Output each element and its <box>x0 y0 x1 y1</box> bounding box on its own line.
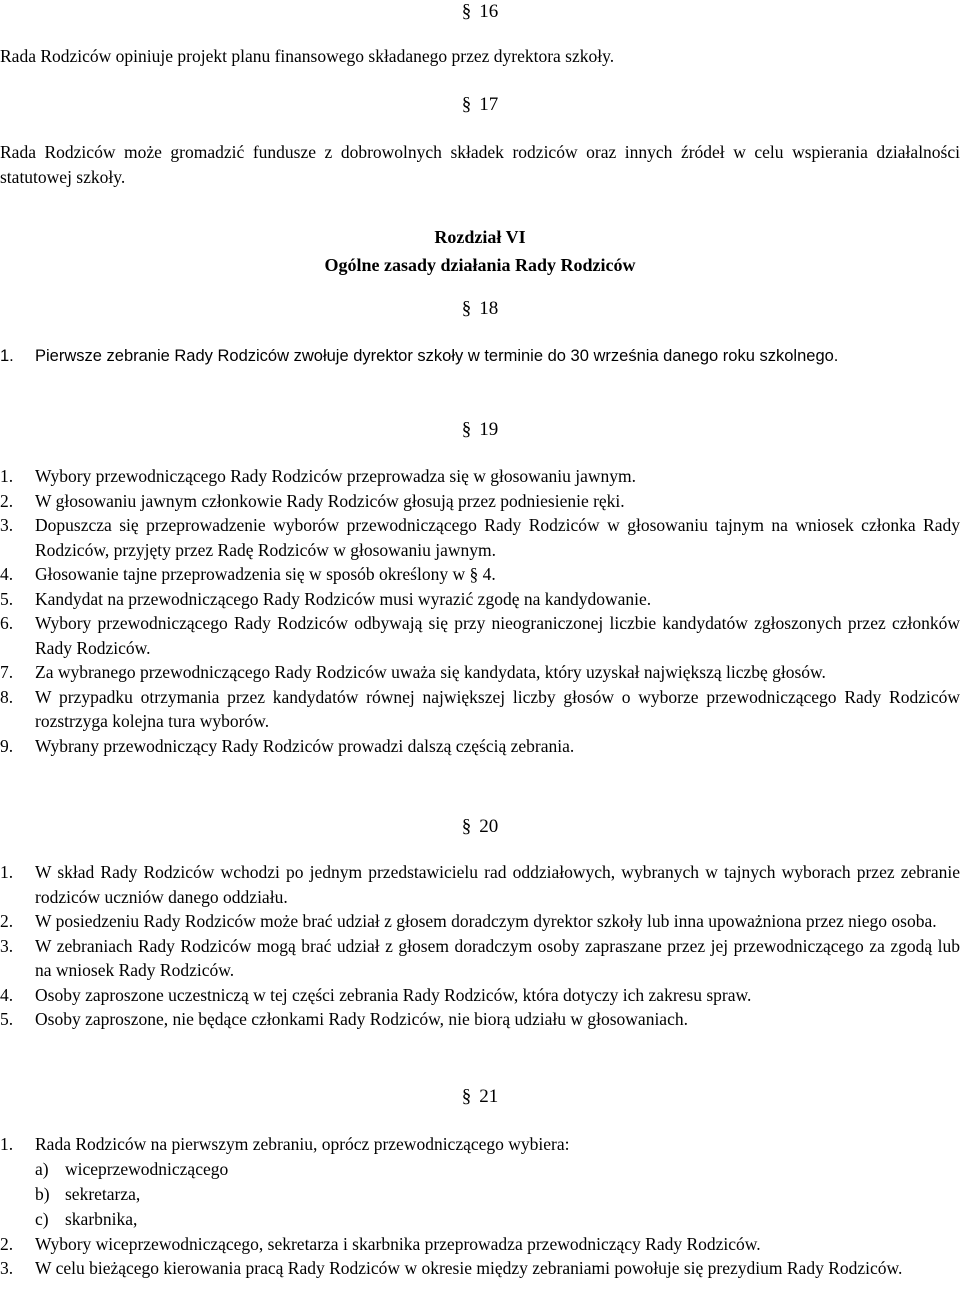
list-item: 3. W zebraniach Rady Rodziców mogą brać udział z głosem doradczym osoby zapraszane przez jej przewodniczącego za zgodą lub na wniosek Rady Rodziców. <box>0 935 960 980</box>
list-item: 6. Wybory przewodniczącego Rady Rodziców odbywają się przy nieograniczonej liczbie kandydatów zgłoszonych przez członków Rady Rodziców. <box>0 613 960 658</box>
list-item: 1. Pierwsze zebranie Rady Rodziców zwołuje dyrektor szkoły w terminie do 30 września danego roku szkolnego. <box>0 347 839 365</box>
list-item: 7. Za wybranego przewodniczącego Rady Rodziców uważa się kandydata, który uzyskał największą liczbę głosów. <box>0 662 826 682</box>
chapter-number: Rozdział VI <box>434 227 526 247</box>
section-19-list <box>0 464 960 758</box>
section-20-list <box>0 860 960 1032</box>
list-item: 2. W posiedzeniu Rady Rodziców może brać udział z głosem doradczym dyrektor szkoły lub inna upoważniona przez niego osoba. <box>0 911 937 931</box>
section-21-list <box>0 1132 960 1281</box>
list-item: 4. Osoby zaproszone uczestniczą w tej części zebrania Rady Rodziców, która dotyczy ich zakresu spraw. <box>0 984 752 1005</box>
section-heading-19: § 19 <box>461 419 499 440</box>
sub-list-item: c) skarbnika, <box>35 1208 138 1229</box>
section-heading-17: § 17 <box>461 94 499 115</box>
chapter-title <box>0 223 960 279</box>
section-heading-21: § 21 <box>461 1086 499 1107</box>
list-item: 5. Kandydat na przewodniczącego Rady Rodziców musi wyrazić zgodę na kandydowanie. <box>0 588 652 609</box>
section-heading-20: § 20 <box>461 816 499 837</box>
list-item: 8. W przypadku otrzymania przez kandydatów równej największej liczby głosów o wyborze przewodniczącego Rady Rodziców rozstrzyga kolejna tura wyborów. <box>0 686 960 731</box>
list-item: 1. Wybory przewodniczącego Rady Rodziców przeprowadza się w głosowaniu jawnym. <box>0 466 637 486</box>
list-item: 3. W celu bieżącego kierowania pracą Rady Rodziców w okresie między zebraniami powołuje się prezydium Rady Rodziców. <box>0 1258 903 1278</box>
list-item: 3. Dopuszcza się przeprowadzenie wyborów przewodniczącego Rady Rodziców w głosowaniu tajnym na wniosek członka Rady Rodziców, przyjęty przez Radę Rodziców w głosowaniu jawnym. <box>0 515 960 560</box>
list-item: 1. W skład Rady Rodziców wchodzi po jednym przedstawicielu rad oddziałowych, wybranych w tajnych wyborach przez zebranie rodziców uczniów danego oddziału. <box>0 862 960 907</box>
paragraph-16: Rada Rodziców opiniuje projekt planu finansowego składanego przez dyrektora szkoły. <box>0 46 615 66</box>
sub-list-item: b) sekretarza, <box>35 1183 141 1204</box>
sub-list-item: a) wiceprzewodniczącego <box>35 1158 229 1179</box>
section-heading-18: § 18 <box>461 298 499 319</box>
paragraph-17: Rada Rodziców może gromadzić fundusze z dobrowolnych składek rodziców oraz innych źródeł w celu wspierania działalności statutowej szkoły. <box>0 142 960 187</box>
list-item: 2. W głosowaniu jawnym członkowie Rady Rodziców głosują przez podniesienie ręki. <box>0 490 625 511</box>
list-item: 4. Głosowanie tajne przeprowadzenia się w sposób określony w § 4. <box>0 564 496 584</box>
section-18-list <box>0 344 960 369</box>
chapter-name: Ogólne zasady działania Rady Rodziców <box>324 255 636 275</box>
section-heading-16: § 16 <box>461 1 499 22</box>
list-item: 2. Wybory wiceprzewodniczącego, sekretarza i skarbnika przeprowadza przewodniczący Rady Rodziców. <box>0 1233 761 1254</box>
list-item: 5. Osoby zaproszone, nie będące członkami Rady Rodziców, nie biorą udziału w głosowaniach. <box>0 1009 688 1029</box>
sub-list <box>35 1157 960 1232</box>
list-item: 1. Rada Rodziców na pierwszym zebraniu, oprócz przewodniczącego wybiera: a) wiceprzewodniczącego b) sekretarza, c) skarbnika, <box>0 1132 960 1232</box>
list-item: 9. Wybrany przewodniczący Rady Rodziców prowadzi dalszą częścią zebrania. <box>0 735 575 756</box>
